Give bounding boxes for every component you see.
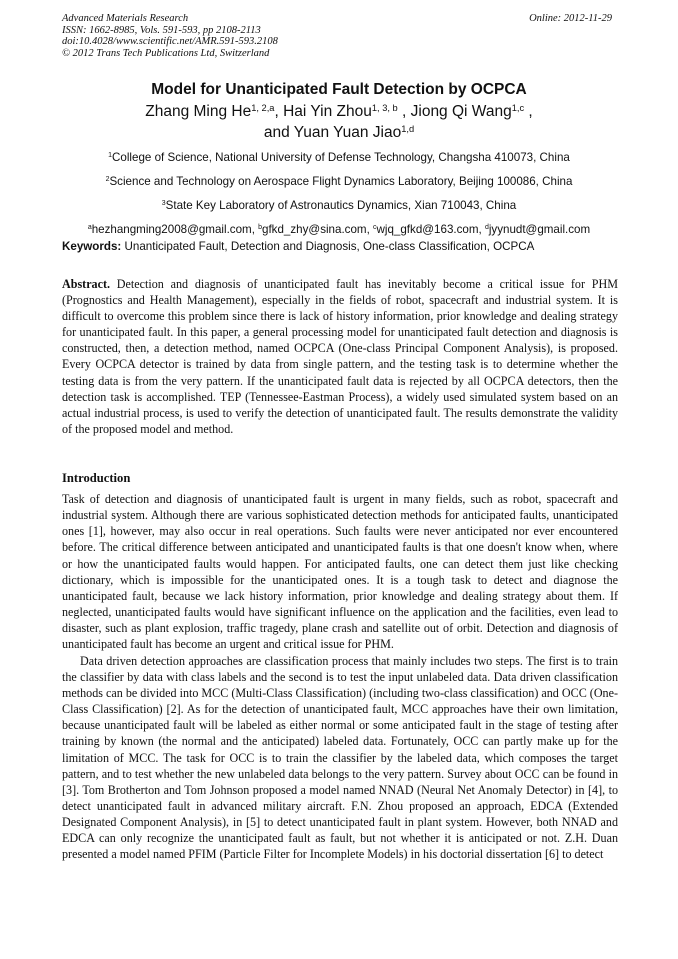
section-heading-introduction: Introduction	[62, 471, 131, 485]
affiliation-text: College of Science, National University of Defense Technology, Changsha 410073, China	[112, 151, 570, 164]
author-sep: ,	[274, 103, 284, 120]
abstract-text: Detection and diagnosis of unanticipated fault has inevitably become a critical issue for PHM (Prognostics and Health Management), especially in the fields of robot, spacecraft and industrial system. It is difficult to overcome this problem since there is lack of history information, prior knowledge and dealing strategy for unanticipated fault. In this paper, a general processing model for unanticipated fault detection and diagnosis is constructed, then, a detection method, named OCPCA (One-class Principal Component Analysis), is proposed. Every OCPCA detector is trained by data from single pattern, and the testing task is to determine whether the testing data is from the very pattern. If the unanticipated fault data is rejected by all OCPCA detectors, then the detection task is accomplished. TEP (Tennessee-Eastman Process), a widely used simulated system based on an actual industrial process, is used to verify the detection of unanticipated fault. The results demonstrate the validity of the proposed model and method.	[62, 277, 618, 436]
introduction-body	[62, 491, 618, 863]
copyright-line: © 2012 Trans Tech Publications Ltd, Switzerland	[62, 47, 270, 59]
author-sep: ,	[524, 103, 533, 120]
keywords-label: Keywords:	[62, 240, 122, 253]
email-link[interactable]: gfkd_zhy@sina.com,	[262, 223, 374, 236]
online-date: Online: 2012-11-29	[529, 13, 612, 24]
email-link[interactable]: wjq_gfkd@163.com,	[376, 223, 485, 236]
email-link[interactable]: hezhangming2008@gmail.com,	[91, 223, 259, 236]
keywords-text: Unanticipated Fault, Detection and Diagnosis, One-class Classification, OCPCA	[121, 240, 535, 253]
abstract	[62, 276, 618, 437]
affiliation-1	[0, 146, 678, 170]
author-name: Hai Yin Zhou	[283, 103, 372, 120]
issn-line: ISSN: 1662-8985, Vols. 591-593, pp 2108-2113	[62, 24, 261, 36]
author-sup: 1, 3, b	[371, 102, 398, 113]
affiliation-2	[0, 170, 678, 194]
journal-header	[62, 13, 278, 59]
author-line-2	[0, 122, 678, 143]
affiliation-sup: 2	[105, 176, 110, 184]
journal-name: Advanced Materials Research	[62, 13, 189, 24]
affiliation-sup: 3	[161, 200, 166, 208]
keywords	[62, 239, 618, 255]
author-sup: 1, 2,a	[251, 102, 275, 113]
email-sup: a	[87, 224, 92, 232]
author-line-1	[0, 101, 678, 122]
author-sup: 1,d	[401, 123, 415, 134]
email-sup: b	[258, 224, 263, 232]
affiliation-text: Science and Technology on Aerospace Flight Dynamics Laboratory, Beijing 100086, China	[109, 175, 573, 188]
body-paragraph: Data driven detection approaches are classification process that mainly includes two steps. The first is to train the classifier by data with class labels and the second is to test the input unlabeled data. Data driven classification methods can be divided into MCC (Multi-Class Classification) (including two-class classification) and OCC (One-Class Classification) [2]. As for the detection of unanticipated fault, MCC approaches have their own limitation, because unanticipated fault will be labeled as either normal or some anticipated fault in the stage of testing after training by known (the normal and the anticipated) labeled data. Fortunately, OCC can partly make up for the limitation of MCC. The task for OCC is to train the classifier by the labeled data, which composes the target pattern, and to test whether the new unlabeled data belongs to the very pattern. Survey about OCC can be found in [3]. Tom Brotherton and Tom Johnson proposed a model named NNAD (Neural Net Anomaly Detector) in [4], to detect unanticipated fault in advanced military aircraft. F.N. Zhou proposed an approach, EDCA (Extended Designated Component Analysis), in [5] to detect unanticipated fault in plant system. However, both NNAD and EDCA can only recognize the unanticipated fault as fault, but not whether it is anticipated or not. Z.H. Duan presented a model named PFIM (Particle Filter for Incomplete Models) in his doctorial dissertation [6] to detect	[62, 653, 618, 862]
author-sep: ,	[397, 103, 411, 120]
email-sup: d	[484, 224, 489, 232]
author-name: Jiong Qi Wang	[410, 103, 512, 120]
author-name: Zhang Ming He	[145, 103, 252, 120]
author-name: and Yuan Yuan Jiao	[263, 124, 402, 141]
affiliation-text: State Key Laboratory of Astronautics Dynamics, Xian 710043, China	[165, 199, 517, 212]
email-link[interactable]: jyynudt@gmail.com	[488, 223, 591, 236]
author-list	[0, 101, 678, 143]
body-paragraph: Task of detection and diagnosis of unanticipated fault is urgent in many fields, such as robot, spacecraft and industrial system. Although there are various sophisticated detection methods for anticipated faults, unanticipated ones [1], however, may also occur in real operations. Such faults were never anticipated nor ever encountered before. The critical difference between anticipated and unanticipated faults is that one doesn't know when, where or how the unanticipated faults would happen. For anticipated faults, one can detect them just like checking dictionary, which is impossible for the unanticipated ones. It is a tough task to detect and diagnose the unanticipated fault, because we lack history information, prior knowledge and dealing strategy about them. If neglected, unanticipated faults would have significant influence on the application and the facilities, even lead to disaster, such as plant explosion, traffic tragedy, plane crash and satellite out of orbit. Detection and diagnosis of unanticipated fault has become an urgent and critical issue for PHM.	[62, 492, 618, 652]
email-sup: c	[373, 224, 377, 232]
abstract-label: Abstract.	[62, 277, 111, 291]
affiliation-3	[0, 194, 678, 218]
doi-line: doi:10.4028/www.scientific.net/AMR.591-593.2108	[62, 36, 278, 47]
affiliations	[0, 146, 678, 242]
paper-title: Model for Unanticipated Fault Detection by OCPCA	[151, 81, 527, 98]
author-sup: 1,c	[511, 102, 525, 113]
affiliation-sup: 1	[108, 152, 113, 160]
